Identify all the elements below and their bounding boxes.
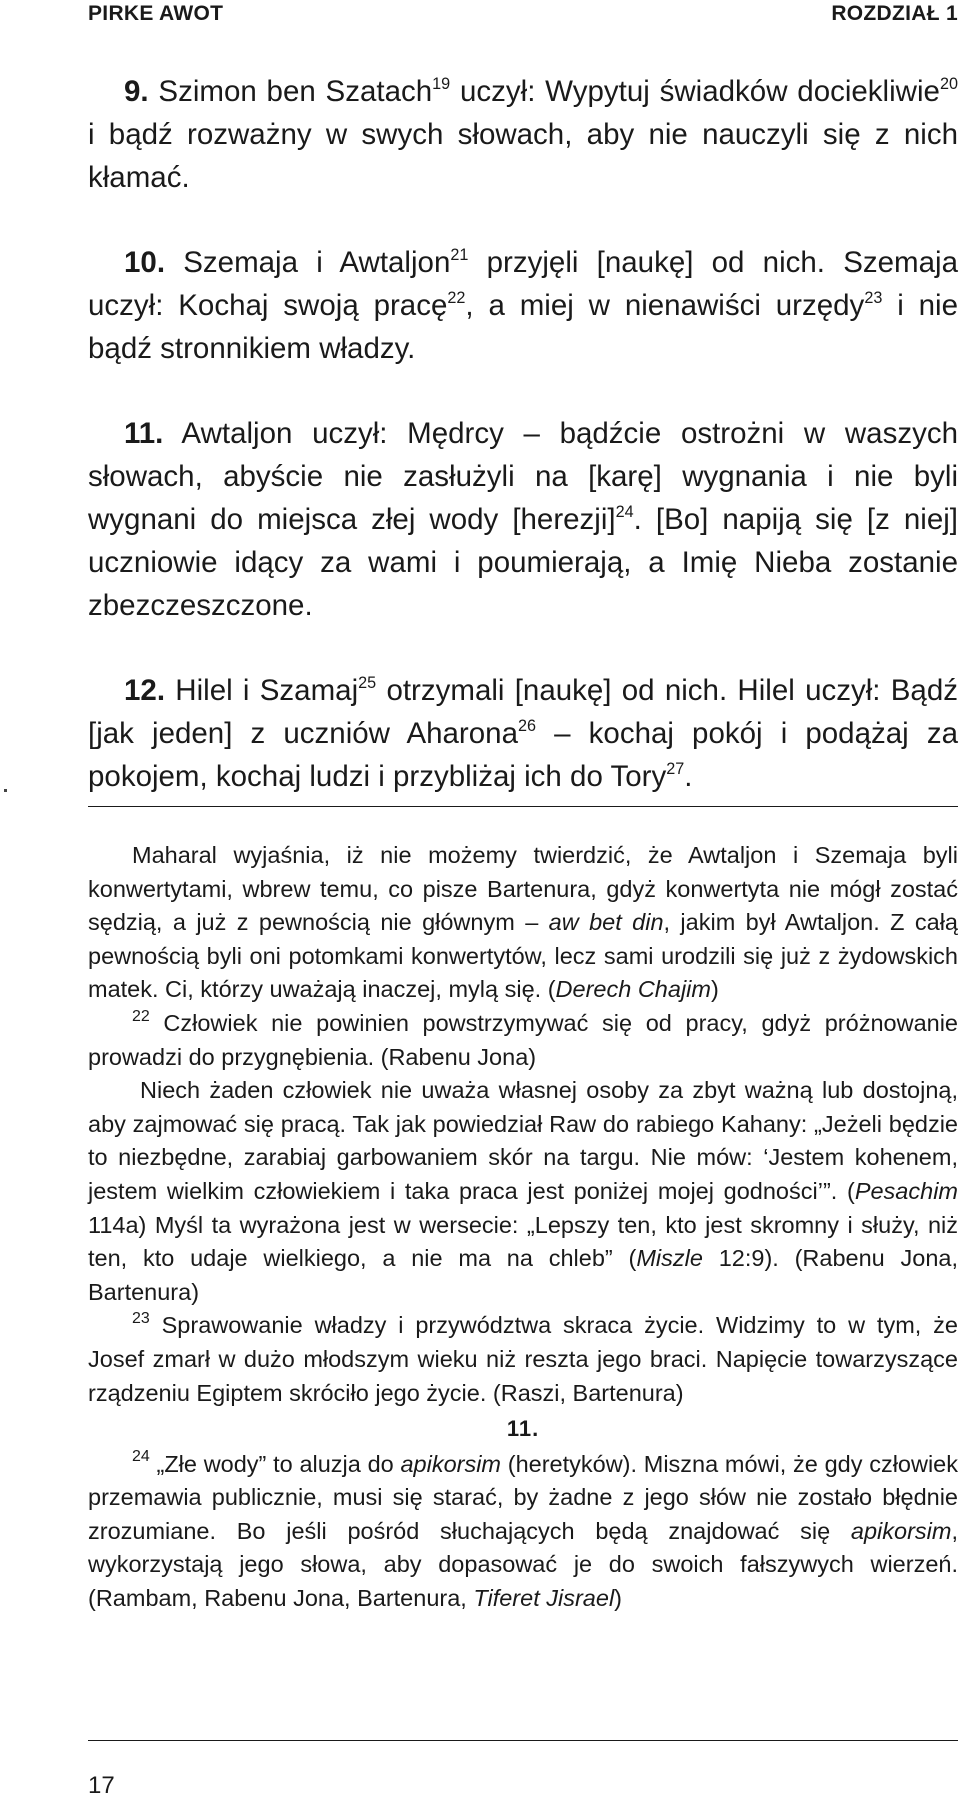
- footnote-text: 12:9). (Rabenu Jona, Bartenura): [88, 1245, 958, 1305]
- footnote-number: 22: [132, 1007, 150, 1025]
- paragraph-text: uczył: Wypytuj świadków dociekliwie: [450, 75, 940, 108]
- footnote-italic: aw bet din: [548, 909, 664, 936]
- paragraph-text: Szemaja i Awtaljon: [165, 246, 451, 279]
- running-head-chapter: ROZDZIAŁ 1: [831, 2, 958, 25]
- page-number: 17: [88, 1772, 115, 1799]
- footnote-italic: Miszle: [636, 1245, 703, 1272]
- footnote-23: [88, 1309, 958, 1410]
- footnote-ref[interactable]: 24: [615, 503, 634, 522]
- footnote-italic: Pesachim: [854, 1177, 958, 1204]
- paragraph-text: przyjęli [naukę] od nich. Szemaja uczył: Kochaj swoją pracę: [88, 246, 958, 322]
- paragraph-text: Hilel i Szamaj: [165, 674, 359, 707]
- footnote-text: Człowiek nie powinien powstrzymywać się od pracy, gdyż próżnowanie prowadzi do przygnębienia. (Rabenu Jona): [88, 1009, 958, 1070]
- margin-mark: [4, 789, 7, 792]
- footnote-ref[interactable]: 19: [432, 75, 451, 94]
- footnote-text: „Złe wody” to aluzja do: [149, 1450, 401, 1477]
- footnote-text: , jakim był Awtaljon. Z całą pewnością byli oni potomkami konwertytów, lecz sami urodzili się już z żydowskich matek. Ci, którzy uważają inaczej, mylą się. (: [88, 909, 958, 1003]
- footnote-number: 23: [132, 1309, 150, 1327]
- footnote-ref[interactable]: 25: [358, 674, 377, 693]
- footnote-ref[interactable]: 22: [447, 289, 466, 308]
- paragraph-text: Szimon ben Szatach: [148, 75, 433, 108]
- footnote-ref[interactable]: 21: [450, 246, 469, 265]
- paragraph-text: . [Bo] napiją się [z niej] uczniowie idący za wami i poumierają, a Imię Nieba zostanie zbezczeszczone.: [88, 503, 958, 622]
- paragraph-11: [88, 412, 958, 627]
- paragraph-number: 11.: [124, 417, 164, 450]
- footnote-22-continued: [88, 1074, 958, 1309]
- paragraph-text: i nie bądź stronnikiem władzy.: [88, 289, 958, 365]
- footnote-text: Maharal wyjaśnia, iż nie możemy twierdzić, że Awtaljon i Szemaja byli konwertytami, wbrew temu, co pisze Bartenura, gdyż konwertyta nie mógł zostać sędzią, a już z pewnością nie głównym –: [88, 842, 958, 936]
- footnote-separator: [88, 806, 958, 807]
- footnotes: [88, 839, 958, 1616]
- paragraph-12: [88, 669, 958, 798]
- footnote-section-heading: 11.: [506, 1416, 540, 1442]
- running-head-title: PIRKE AWOT: [88, 2, 224, 25]
- footnote-ref[interactable]: 23: [864, 289, 883, 308]
- paragraph-text: .: [684, 760, 693, 793]
- footnote-number: 24: [132, 1448, 150, 1466]
- paragraph-number: 12.: [124, 674, 166, 707]
- footnote-text: , wykorzystają jego słowa, aby dopasować je do swoich fałszywych wierzeń. (Rambam, Rabenu Jona, Bartenura,: [88, 1517, 958, 1612]
- main-text: [88, 70, 958, 798]
- footnote-text: Sprawowanie władzy i przywództwa skraca życie. Widzimy to w tym, że Josef zmarł w dużo młodszym wieku niż reszta jego braci. Napięcie towarzyszące rządzeniu Egiptem skróciło jego życie. (Raszi, Bartenura): [88, 1312, 958, 1406]
- paragraph-text: Awtaljon uczył: Mędrcy – bądźcie ostrożni w waszych słowach, abyście nie zasłużyli na [karę] wygnania i nie byli wygnani do miejsca złej wody [herezji]: [88, 417, 958, 536]
- footnote-text: Niech żaden człowiek nie uważa własnej osoby za zbyt ważną lub dostojną, aby zajmować się pracą. Tak jak powiedział Raw do rabiego Kahany: „Jeżeli będzie to niezbędne, zarabiaj garbowaniem skór na targu. Nie mów: ‘Jestem kohenem, jestem wielkim człowiekiem i taka praca jest poniżej mojej godności’”. (: [88, 1077, 958, 1204]
- footnote-text: (heretyków). Miszna mówi, że gdy człowiek przemawia publicznie, musi się starać, by żadne z jego słów nie zostało błędnie zrozumiane. Bo jeśli pośród słuchających będą znajdować się: [88, 1450, 958, 1544]
- footnote-text: ): [710, 976, 719, 1003]
- footnote-text: ): [614, 1585, 622, 1612]
- paragraph-text: – kochaj pokój i podążaj za pokojem, kochaj ludzi i przybliżaj ich do Tory: [88, 717, 958, 793]
- footnote-italic: Derech Chajim: [555, 976, 711, 1003]
- paragraph-9: [88, 70, 958, 199]
- footnote-continuation: [88, 839, 958, 1007]
- footnote-italic: apikorsim: [400, 1450, 502, 1477]
- footnote-24: [88, 1448, 958, 1616]
- footnote-italic: Tiferet Jisrael: [473, 1585, 615, 1612]
- footnote-italic: apikorsim: [850, 1517, 952, 1544]
- paragraph-10: [88, 241, 958, 370]
- footnote-ref[interactable]: 20: [939, 75, 958, 94]
- paragraph-number: 10.: [124, 246, 166, 279]
- footer-rule: [88, 1740, 958, 1741]
- paragraph-text: , a miej w nienawiści urzędy: [465, 289, 865, 322]
- footnote-22: [88, 1007, 958, 1074]
- footnote-ref[interactable]: 27: [666, 760, 685, 779]
- paragraph-text: i bądź rozważny w swych słowach, aby nie nauczyli się z nich kłamać.: [88, 118, 958, 194]
- paragraph-number: 9.: [124, 75, 149, 108]
- running-head: [88, 2, 960, 34]
- paragraph-text: otrzymali [naukę] od nich. Hilel uczył: Bądź [jak jeden] z uczniów Aharona: [88, 674, 958, 750]
- footnote-text: 114a) Myśl ta wyrażona jest w wersecie: „Lepszy ten, kto jest skromny i służy, niż ten, kto udaje wielkiego, a nie ma na chleb” (: [88, 1211, 958, 1272]
- footnote-ref[interactable]: 26: [517, 717, 537, 736]
